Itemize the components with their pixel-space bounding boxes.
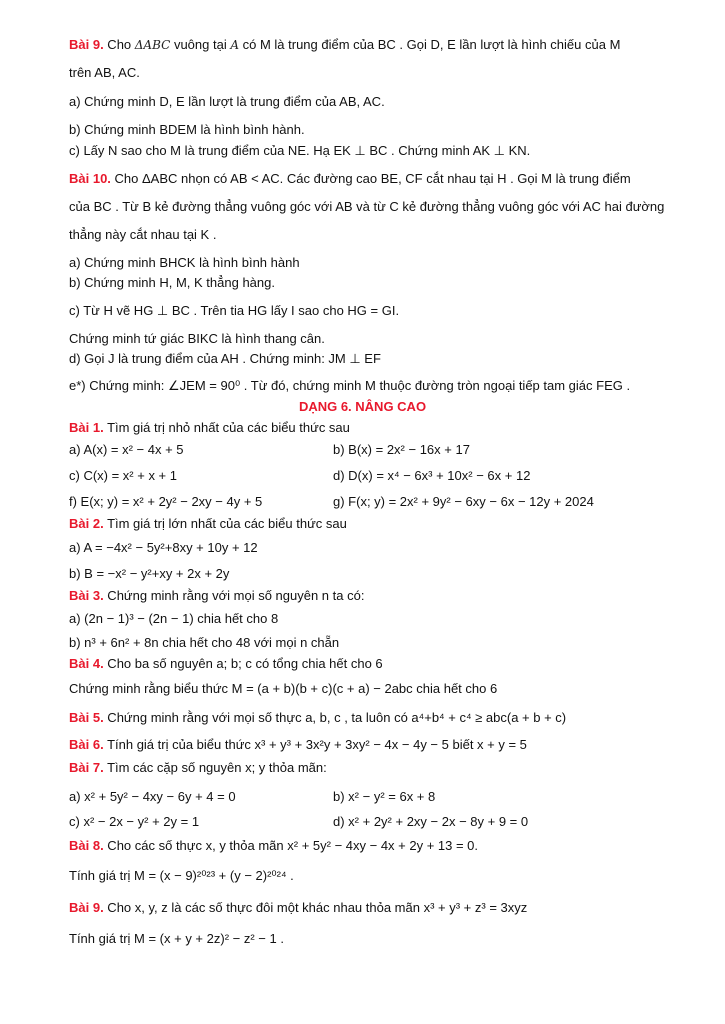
bai1-heading [69, 419, 350, 436]
item-left: c) C(x) = x² + x + 1 [69, 468, 177, 483]
math: A [230, 38, 239, 52]
problem-label: Bài 9. [69, 900, 104, 915]
problem-text: vuông tại [170, 37, 231, 52]
problem-text: Cho [103, 37, 135, 52]
text-line: trên AB, AC. [69, 65, 140, 80]
item-left: a) A(x) = x² − 4x + 5 [69, 442, 184, 457]
problem-label: Bài 1. [69, 420, 104, 435]
text-line: a) (2n − 1)³ − (2n − 1) chia hết cho 8 [69, 611, 279, 626]
item-right: g) F(x; y) = 2x² + 9y² − 6xy − 6x − 12y + 2024 [333, 494, 594, 509]
item-left: a) x² + 5y² − 4xy − 6y + 4 = 0 [69, 789, 236, 804]
problem-text: Cho x, y, z là các số thực đôi một khác nhau thỏa mãn x³ + y³ + z³ = 3xyz [103, 900, 528, 915]
text-line: Chứng minh tứ giác BIKC là hình thang cân. [69, 331, 325, 346]
problem-label: Bài 10. [69, 171, 111, 186]
problem-label: Bài 5. [69, 710, 104, 725]
item-right: d) x² + 2y² + 2xy − 2x − 8y + 9 = 0 [333, 814, 529, 829]
item-left: c) x² − 2x − y² + 2y = 1 [69, 814, 200, 829]
problem-text: Cho các số thực x, y thỏa mãn x² + 5y² − 4xy − 4x + 2y + 13 = 0. [103, 838, 479, 853]
text-line: Tính giá trị M = (x − 9)²⁰²³ + (y − 2)²⁰²⁴ . [69, 868, 294, 883]
bai9b-heading [69, 899, 527, 916]
bai3-heading [69, 587, 364, 604]
bai2-heading [69, 515, 347, 532]
item-left: f) E(x; y) = x² + 2y² − 2xy − 4y + 5 [69, 494, 263, 509]
bai9-line-1 [69, 36, 620, 54]
math: ΔABC [134, 38, 171, 52]
problem-text: có M là trung điểm của BC . Gọi D, E lần lượt là hình chiếu của M [239, 37, 621, 52]
text-line: e*) Chứng minh: ∠JEM = 90⁰ . Từ đó, chứng minh M thuộc đường tròn ngoại tiếp tam giác FEG . [69, 378, 631, 393]
item-right: d) D(x) = x⁴ − 6x³ + 10x² − 6x + 12 [333, 468, 531, 483]
problem-text: Chứng minh rằng với mọi số nguyên n ta có: [103, 588, 365, 603]
text-line: Chứng minh rằng biểu thức M = (a + b)(b + c)(c + a) − 2abc chia hết cho 6 [69, 681, 498, 696]
problem-label: Bài 9. [69, 37, 104, 52]
text-line: b) B = −x² − y²+xy + 2x + 2y [69, 566, 230, 581]
problem-label: Bài 7. [69, 760, 104, 775]
bai4-heading [69, 655, 383, 672]
bai6-heading [69, 736, 527, 753]
problem-text: Tìm các cặp số nguyên x; y thỏa mãn: [103, 760, 327, 775]
text-line: b) n³ + 6n² + 8n chia hết cho 48 với mọi n chẵn [69, 635, 340, 650]
problem-label: Bài 8. [69, 838, 104, 853]
bai5-heading [69, 709, 566, 726]
problem-text: Tìm giá trị nhỏ nhất của các biểu thức sau [103, 420, 350, 435]
text-line: c) Từ H vẽ HG ⊥ BC . Trên tia HG lấy I sao cho HG = GI. [69, 303, 400, 318]
text-line: b) Chứng minh H, M, K thẳng hàng. [69, 275, 275, 290]
problem-label: Bài 2. [69, 516, 104, 531]
bai10-line-1 [69, 170, 631, 187]
text-line: c) Lấy N sao cho M là trung điểm của NE. Hạ EK ⊥ BC . Chứng minh AK ⊥ KN. [69, 143, 531, 158]
problem-label: Bài 3. [69, 588, 104, 603]
problem-text: Tìm giá trị lớn nhất của các biểu thức sau [103, 516, 347, 531]
item-right: b) B(x) = 2x² − 16x + 17 [333, 442, 470, 457]
section-title: DẠNG 6. NÂNG CAO [298, 399, 427, 414]
text-line: b) Chứng minh BDEM là hình bình hành. [69, 122, 305, 137]
text-line: a) A = −4x² − 5y²+8xy + 10y + 12 [69, 540, 258, 555]
problem-text: Tính giá trị của biểu thức x³ + y³ + 3x²y + 3xy² − 4x − 4y − 5 biết x + y = 5 [103, 737, 527, 752]
bai8-heading [69, 837, 478, 854]
bai7-heading [69, 759, 327, 776]
problem-label: Bài 6. [69, 737, 104, 752]
text-line: d) Gọi J là trung điểm của AH . Chứng minh: JM ⊥ EF [69, 351, 381, 366]
problem-text: Cho ba số nguyên a; b; c có tổng chia hết cho 6 [103, 656, 383, 671]
text-line: của BC . Từ B kẻ đường thẳng vuông góc với AB và từ C kẻ đường thẳng vuông góc với AC hai đường [69, 199, 665, 214]
problem-text: Chứng minh rằng với mọi số thực a, b, c , ta luôn có a⁴+b⁴ + c⁴ ≥ abc(a + b + c) [103, 710, 567, 725]
text-line: a) Chứng minh D, E lần lượt là trung điểm của AB, AC. [69, 94, 385, 109]
text-line: a) Chứng minh BHCK là hình bình hành [69, 255, 300, 270]
problem-text: Cho ΔABC nhọn có AB < AC. Các đường cao BE, CF cắt nhau tại H . Gọi M là trung điểm [110, 171, 631, 186]
text-line: Tính giá trị M = (x + y + 2z)² − z² − 1 . [69, 931, 284, 946]
item-right: b) x² − y² = 6x + 8 [333, 789, 436, 804]
text-line: thẳng này cắt nhau tại K . [69, 227, 217, 242]
problem-label: Bài 4. [69, 656, 104, 671]
